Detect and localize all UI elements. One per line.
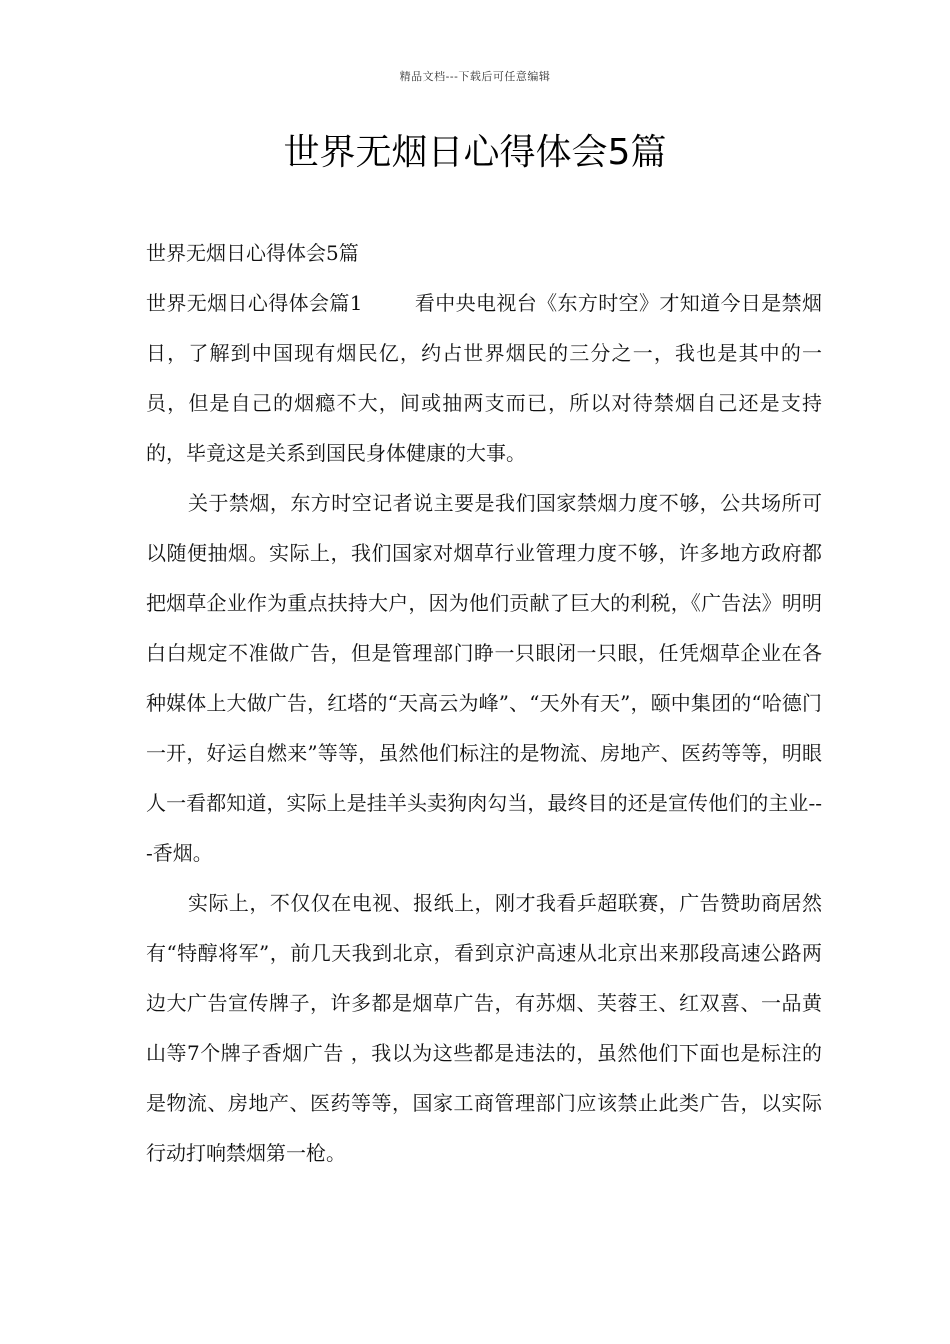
paragraph-label: 世界无烟日心得体会篇1 xyxy=(146,291,363,315)
paragraph-text: 看中央电视台《东方时空》才知道今日是禁烟日，了解到中国现有烟民亿，约占世界烟民的三分之一，我也是其中的一员，但是自己的烟瘾不大，间或抽两支而已，所以对待禁烟自己还是支持的，毕竟这是关系到国民身体健康的大事。 xyxy=(146,291,822,465)
header-note: 精品文档---下载后可任意编辑 xyxy=(399,70,551,83)
document-subtitle: 世界无烟日心得体会5篇 xyxy=(146,241,359,265)
paragraph: 关于禁烟，东方时空记者说主要是我们国家禁烟力度不够，公共场所可以随便抽烟。实际上，我们国家对烟草行业管理力度不够，许多地方政府都把烟草企业作为重点扶持大户，因为他们贡献了巨大的利税，《广告法》明明白白规定不准做广告，但是管理部门睁一只眼闭一只眼，任凭烟草企业在各种媒体上大做广告，红塔的“天高云为峰”、“天外有天”，颐中集团的“哈德门一开，好运自燃来”等等，虽然他们标注的是物流、房地产、医药等等，明眼人一看都知道，实际上是挂羊头卖狗肉勾当，最终目的还是宣传他们的主业---香烟。 xyxy=(146,491,822,865)
paragraph xyxy=(146,278,822,478)
document-title: 世界无烟日心得体会5篇 xyxy=(283,132,667,173)
paragraph: 实际上，不仅仅在电视、报纸上，刚才我看乒超联赛，广告赞助商居然有“特醇将军”，前几天我到北京，看到京沪高速从北京出来那段高速公路两边大广告宣传牌子，许多都是烟草广告，有苏烟、芙蓉王、红双喜、一品黄山等7个牌子香烟广告 ，我以为这些都是违法的，虽然他们下面也是标注的是物流、房地产、医药等等，国家工商管理部门应该禁止此类广告，以实际行动打响禁烟第一枪。 xyxy=(146,891,822,1165)
document-body xyxy=(146,228,822,1178)
